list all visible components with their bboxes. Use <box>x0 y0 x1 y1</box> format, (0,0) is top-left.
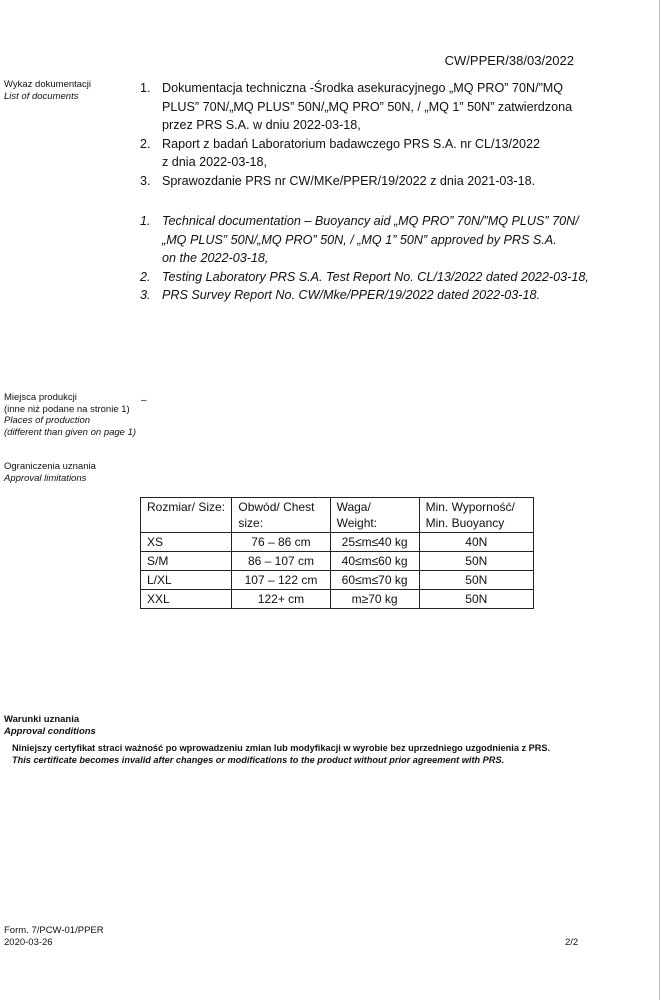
header-line: Min. Wyporność/ <box>425 500 515 514</box>
item-line: z dnia 2022-03-18, <box>162 155 268 170</box>
table-cell: 60≤m≤70 kg <box>330 571 419 590</box>
label-pl: Warunki uznania <box>4 714 80 725</box>
places-of-production-label <box>4 392 136 438</box>
table-cell: S/M <box>141 552 232 571</box>
label-en-2: (different than given on page 1) <box>4 426 137 438</box>
document-item <box>140 172 572 191</box>
form-date: 2020-03-26 <box>4 937 53 948</box>
item-number: 3. <box>140 173 151 188</box>
size-buoyancy-table <box>140 497 534 609</box>
table-row <box>141 590 534 609</box>
table-cell: 86 – 107 cm <box>232 552 330 571</box>
table-cell: L/XL <box>141 571 232 590</box>
document-item <box>140 212 589 268</box>
header-line: size: <box>238 516 264 530</box>
header-line: Waga/ <box>336 500 371 514</box>
item-line: „MQ PLUS” 50N/„MQ PRO” 50N, / „MQ 1” 50N” approved by PRS S.A. <box>162 232 557 247</box>
label-pl: Ograniczenia uznania <box>4 461 96 472</box>
item-line: przez PRS S.A. w dniu 2022-03-18, <box>162 118 361 133</box>
item-line: Testing Laboratory PRS S.A. Test Report No. CL/13/2022 dated 2022-03-18, <box>162 269 589 284</box>
label-en: Approval conditions <box>4 725 96 737</box>
conditions-text-en: This certificate becomes invalid after changes or modifications to the product without prior agreement with PRS. <box>12 755 505 765</box>
table-header-cell <box>419 498 533 533</box>
label-en-1: Places of production <box>4 415 91 426</box>
table-cell: 122+ cm <box>232 590 330 609</box>
documents-list-pl <box>140 79 572 191</box>
table-cell: 40N <box>419 533 533 552</box>
label-en: Approval limitations <box>4 472 87 484</box>
places-of-production-value: – <box>141 395 147 406</box>
documents-list-en <box>140 212 589 305</box>
approval-limitations-label <box>4 461 96 484</box>
form-number: Form. 7/PCW-01/PPER <box>4 925 104 936</box>
table-cell: m≥70 kg <box>330 590 419 609</box>
document-reference: CW/PPER/38/03/2022 <box>444 53 574 68</box>
label-en: List of documents <box>4 90 79 102</box>
table-cell: XS <box>141 533 232 552</box>
item-line: on the 2022-03-18, <box>162 251 269 266</box>
table-header-cell <box>232 498 330 533</box>
header-line: Rozmiar/ Size: <box>147 500 226 514</box>
table-row <box>141 533 534 552</box>
document-item <box>140 79 572 135</box>
item-number: 2. <box>140 269 151 284</box>
table-header-row <box>141 498 534 533</box>
table-cell: 107 – 122 cm <box>232 571 330 590</box>
list-of-documents-label <box>4 79 91 102</box>
item-number: 1. <box>140 81 151 95</box>
item-line: Technical documentation – Buoyancy aid „MQ PRO” 70N/”MQ PLUS” 70N/ <box>162 214 579 228</box>
item-number: 3. <box>140 288 151 303</box>
document-item <box>140 286 589 305</box>
item-line: Dokumentacja techniczna -Środka asekuracyjnego „MQ PRO” 70N/”MQ <box>162 81 564 95</box>
footer-form <box>4 925 104 949</box>
item-line: PRS Survey Report No. CW/Mke/PPER/19/2022 dated 2022-03-18. <box>162 288 541 303</box>
header-line: Min. Buoyancy <box>425 516 505 530</box>
label-pl: Wykaz dokumentacji <box>4 79 92 90</box>
approval-conditions-text <box>12 742 550 766</box>
table-cell: 50N <box>419 571 533 590</box>
header-line: Weight: <box>336 516 378 530</box>
table-cell: 76 – 86 cm <box>232 533 330 552</box>
item-line: PLUS” 70N/„MQ PLUS” 50N/„MQ PRO” 50N, / „MQ 1” 50N” zatwierdzona <box>162 99 573 114</box>
header-line: Obwód/ Chest <box>238 500 315 514</box>
page-number: 2/2 <box>565 937 579 948</box>
table-row <box>141 571 534 590</box>
document-item <box>140 268 589 287</box>
approval-conditions-label <box>4 714 96 737</box>
item-number: 2. <box>140 136 151 151</box>
label-pl-2: (inne niż podane na stronie 1) <box>4 403 130 415</box>
table-cell: 50N <box>419 590 533 609</box>
table-cell: 25≤m≤40 kg <box>330 533 419 552</box>
conditions-text-pl: Niniejszy certyfikat straci ważność po wprowadzeniu zmian lub modyfikacji w wyrobie bez uprzedniego uzgodnienia z PRS. <box>12 743 551 753</box>
table-header-cell <box>141 498 232 533</box>
item-number: 1. <box>140 214 151 228</box>
item-line: Sprawozdanie PRS nr CW/MKe/PPER/19/2022 z dnia 2021-03-18. <box>162 173 536 188</box>
table-cell: 50N <box>419 552 533 571</box>
table-cell: 40≤m≤60 kg <box>330 552 419 571</box>
table-cell: XXL <box>141 590 232 609</box>
table-row <box>141 552 534 571</box>
page-edge-line <box>659 0 660 1000</box>
label-pl-1: Miejsca produkcji <box>4 392 77 403</box>
item-line: Raport z badań Laboratorium badawczego PRS S.A. nr CL/13/2022 <box>162 136 541 151</box>
document-item <box>140 135 572 172</box>
table-header-cell <box>330 498 419 533</box>
